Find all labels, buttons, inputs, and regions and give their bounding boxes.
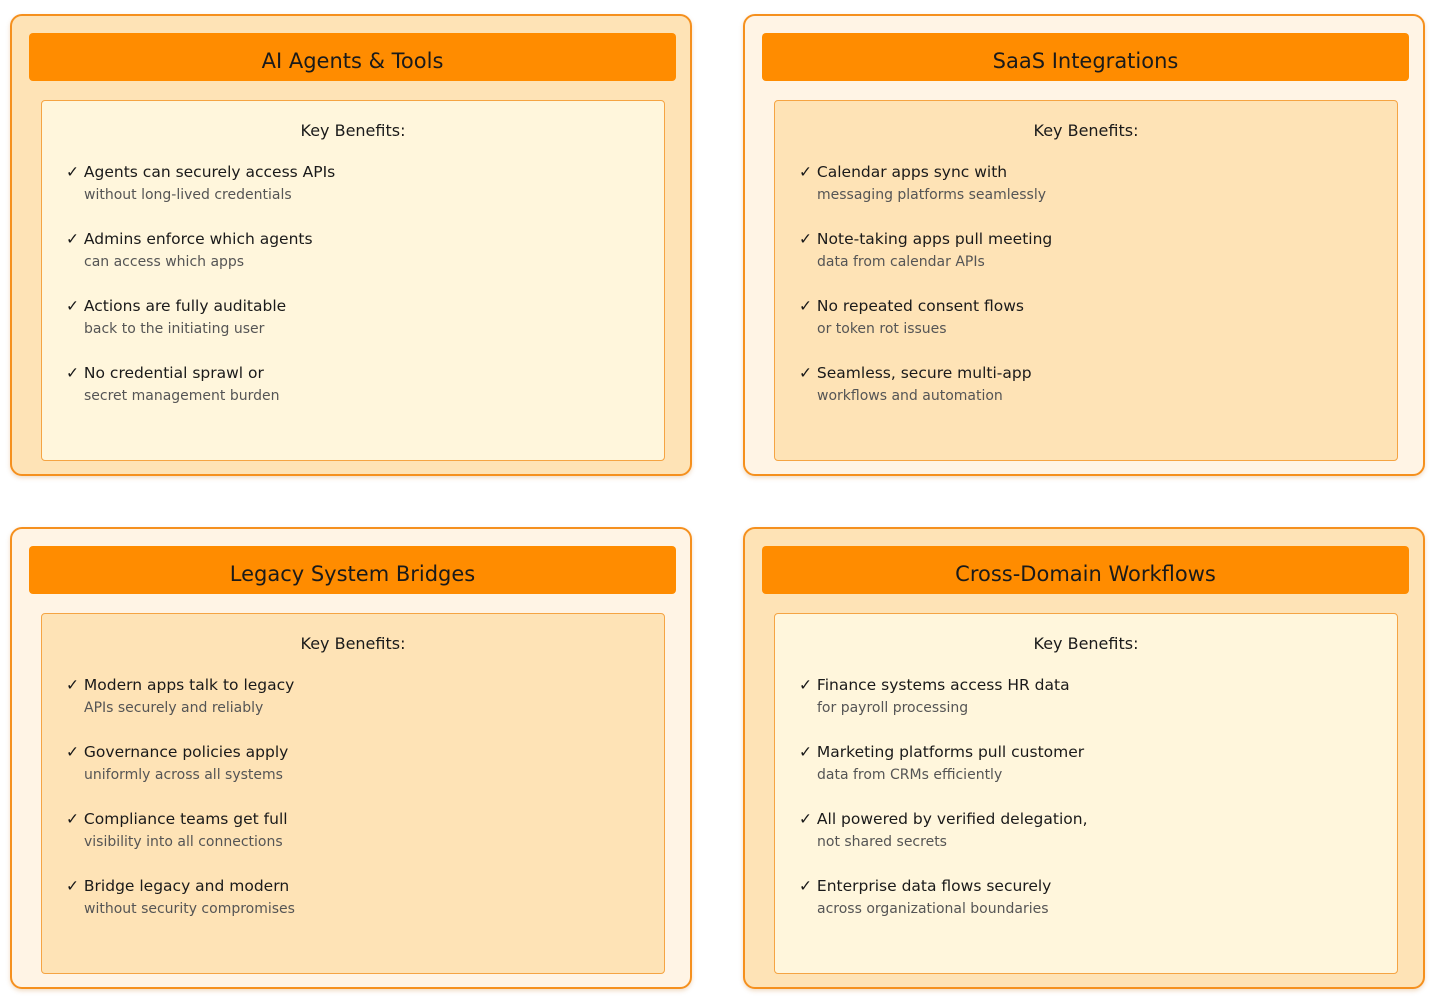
benefits-panel [774, 100, 1398, 461]
benefits-panel [41, 100, 665, 461]
benefits-heading: Key Benefits: [300, 634, 406, 653]
benefit-item [66, 810, 288, 850]
card-saas-integrations [743, 14, 1425, 476]
benefit-item [799, 230, 1052, 270]
benefit-sub: data from calendar APIs [817, 254, 985, 270]
benefit-sub: messaging platforms seamlessly [817, 187, 1047, 203]
card-cross-domain-workflows [743, 527, 1425, 989]
benefit-main: ✓ No repeated consent flows [799, 297, 1025, 315]
benefit-sub: uniformly across all systems [84, 767, 283, 783]
benefit-main: ✓ Modern apps talk to legacy [66, 676, 295, 694]
benefit-sub: APIs securely and reliably [84, 700, 264, 716]
benefit-item [66, 676, 294, 716]
benefit-sub: secret management burden [84, 388, 280, 404]
benefit-sub: data from CRMs efficiently [817, 767, 1003, 783]
benefit-main: ✓ No credential sprawl or [66, 364, 264, 382]
card-title: Cross-Domain Workflows [762, 546, 1409, 594]
benefit-item [799, 163, 1046, 203]
benefit-item [799, 297, 1024, 337]
benefit-sub: workflows and automation [817, 388, 1003, 404]
benefit-main: ✓ All powered by verified delegation, [799, 810, 1088, 828]
benefit-main: ✓ Actions are fully auditable [66, 297, 287, 315]
benefit-main: ✓ Marketing platforms pull customer [799, 743, 1085, 761]
benefit-item [66, 297, 286, 337]
benefit-main: ✓ Admins enforce which agents [66, 230, 313, 248]
benefit-item [799, 810, 1088, 850]
benefit-item [66, 743, 288, 783]
benefit-item [66, 877, 295, 917]
benefit-main: ✓ Governance policies apply [66, 743, 289, 761]
benefit-sub: can access which apps [84, 254, 245, 270]
card-title: SaaS Integrations [762, 33, 1409, 81]
benefit-main: ✓ Compliance teams get full [66, 810, 288, 828]
benefit-item [66, 230, 313, 270]
benefit-main: ✓ Calendar apps sync with [799, 163, 1008, 181]
benefit-main: ✓ Note-taking apps pull meeting [799, 230, 1053, 248]
benefit-sub: without long-lived credentials [84, 187, 292, 203]
benefits-heading: Key Benefits: [1033, 121, 1139, 140]
benefit-sub: or token rot issues [817, 321, 947, 337]
benefits-panel [41, 613, 665, 974]
benefit-item [799, 676, 1070, 716]
benefit-sub: for payroll processing [817, 700, 969, 716]
benefit-sub: not shared secrets [817, 834, 947, 850]
benefit-sub: back to the initiating user [84, 321, 265, 337]
card-legacy-system-bridges [10, 527, 692, 989]
benefit-main: ✓ Finance systems access HR data [799, 676, 1070, 694]
card-ai-agents-tools [10, 14, 692, 476]
benefit-main: ✓ Seamless, secure multi-app [799, 364, 1032, 382]
benefit-item [799, 364, 1032, 404]
benefits-panel [774, 613, 1398, 974]
benefit-item [66, 163, 335, 203]
benefits-heading: Key Benefits: [300, 121, 406, 140]
benefit-item [66, 364, 279, 404]
benefits-heading: Key Benefits: [1033, 634, 1139, 653]
benefit-main: ✓ Bridge legacy and modern [66, 877, 290, 895]
benefit-item [799, 877, 1051, 917]
card-title: AI Agents & Tools [29, 33, 676, 81]
benefit-main: ✓ Agents can securely access APIs [66, 163, 336, 181]
benefit-sub: without security compromises [84, 901, 295, 917]
benefit-main: ✓ Enterprise data flows securely [799, 877, 1052, 895]
benefit-sub: across organizational boundaries [817, 901, 1049, 917]
card-title: Legacy System Bridges [29, 546, 676, 594]
benefit-item [799, 743, 1084, 783]
benefit-sub: visibility into all connections [84, 834, 283, 850]
